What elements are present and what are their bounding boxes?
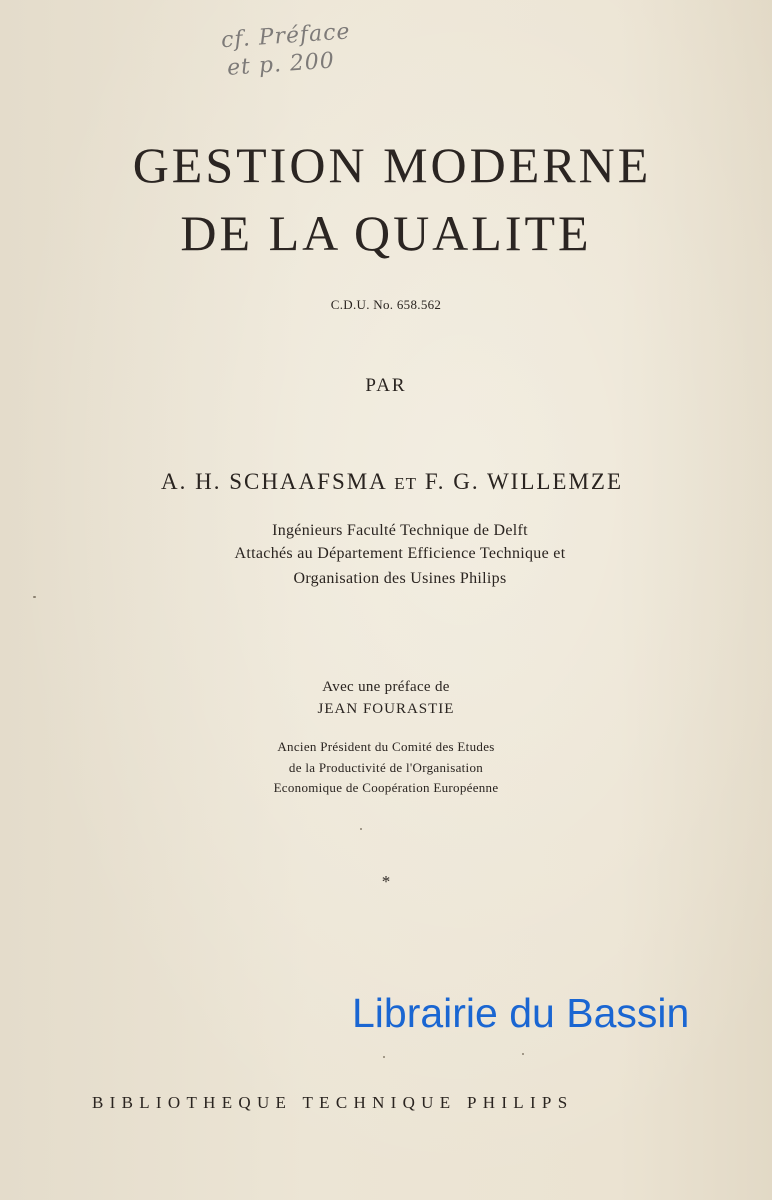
author-credential-line: Attachés au Département Efficience Technique et [234,545,566,562]
book-title-line-1: GESTION MODERNE [132,137,652,193]
preface-intro: Avec une préface de [322,679,450,695]
author-2: F. G. WILLEMZE [424,469,624,494]
author-credential-line: Ingénieurs Faculté Technique de Delft [272,522,528,539]
star-ornament: * [381,872,391,891]
cdu-number: C.D.U. No. 658.562 [330,297,442,312]
author-1: A. H. SCHAAFSMA [160,469,387,494]
authors-line [0,469,772,495]
bookseller-watermark: Librairie du Bassin [352,990,690,1036]
paper-speck [360,828,362,830]
authors-conjunction: ET [394,474,418,493]
preface-credential-line: de la Productivité de l'Organisation [288,760,484,775]
handwritten-pencil-note [220,17,374,83]
publisher-series: BIBLIOTHEQUE TECHNIQUE PHILIPS [92,1093,574,1112]
paper-speck [33,596,36,598]
paper-speck [383,1056,385,1058]
book-title-line-2: DE LA QUALITE [180,205,592,261]
author-credential-line: Organisation des Usines Philips [293,570,507,587]
preface-author-name: JEAN FOURASTIE [317,701,455,717]
preface-credential-line: Economique de Coopération Européenne [273,780,499,795]
handwritten-note-line-1: cf. Préface [220,19,352,54]
paper-speck [522,1053,524,1055]
preface-credential-line: Ancien Président du Comité des Etudes [277,739,495,754]
par-label: PAR [365,375,407,396]
handwritten-note-line-2: et p. 200 [226,48,336,81]
